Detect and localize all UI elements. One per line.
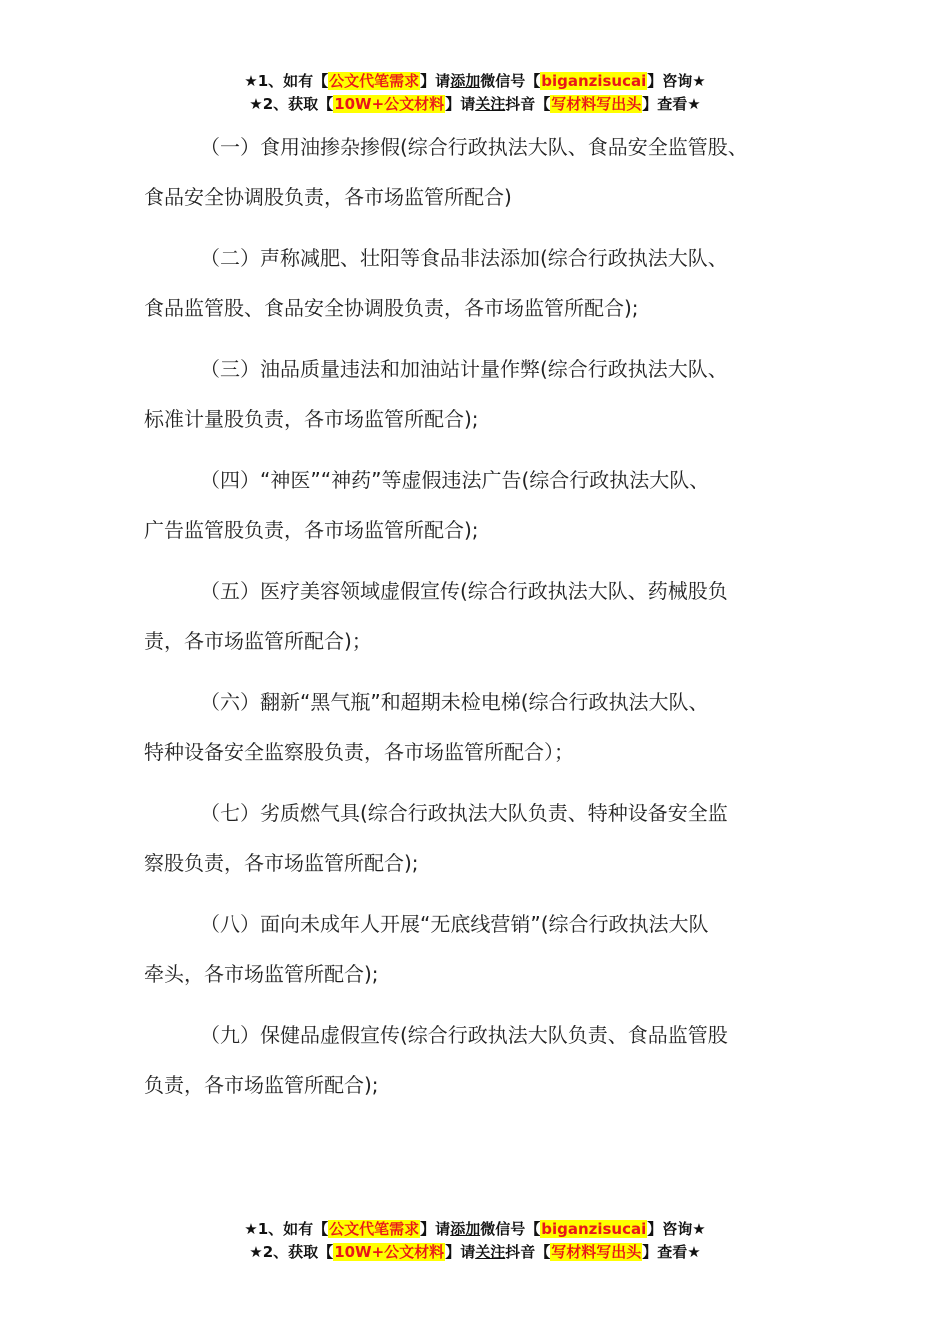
banner-highlight: 10W+公文材料 <box>334 95 445 113</box>
banner-underlined: 添加 <box>450 1220 481 1238</box>
document-body <box>144 122 804 1121</box>
banner-highlight: biganzisucai <box>541 1220 647 1238</box>
banner-highlight: 公文代笔需求 <box>329 1220 420 1238</box>
banner-text: ★1、如有【 <box>244 72 329 90</box>
banner-text: 】请 <box>420 72 451 90</box>
banner-underlined: 关注 <box>475 95 506 113</box>
banner-highlight: 写材料写出头 <box>551 95 642 113</box>
list-item-line: 特种设备安全监察股负责，各市场监管所配合）； <box>144 740 574 764</box>
banner-text: 】请 <box>445 1243 476 1261</box>
banner-text: 】请 <box>445 95 476 113</box>
list-item-line: （四）“神医”“神药”等虚假违法广告(综合行政执法大队、 <box>200 468 710 492</box>
banner-line-2 <box>0 1241 950 1264</box>
list-item <box>144 677 804 777</box>
list-item-line: （一）食用油掺杂掺假(综合行政执法大队、食品安全监管股、 <box>200 135 748 159</box>
list-item <box>144 566 804 666</box>
list-item-line: 食品安全协调股负责，各市场监管所配合) <box>144 185 512 209</box>
list-item <box>144 455 804 555</box>
banner-text: ★2、获取【 <box>249 95 334 113</box>
banner-line-2 <box>0 93 950 116</box>
banner-text: ★2、获取【 <box>249 1243 334 1261</box>
list-item <box>144 122 804 222</box>
banner-text: 】咨询★ <box>647 1220 706 1238</box>
list-item <box>144 788 804 888</box>
banner-highlight: biganzisucai <box>541 72 647 90</box>
banner-text: 抖音【 <box>505 95 551 113</box>
list-item <box>144 899 804 999</box>
banner-text: ★1、如有【 <box>244 1220 329 1238</box>
list-item-line: 察股负责，各市场监管所配合); <box>144 851 419 875</box>
list-item-line: （三）油品质量违法和加油站计量作弊(综合行政执法大队、 <box>200 357 728 381</box>
banner-line-1 <box>0 1218 950 1241</box>
header-banner-bottom <box>0 1218 950 1264</box>
banner-highlight: 公文代笔需求 <box>329 72 420 90</box>
list-item-line: 食品监管股、食品安全协调股负责，各市场监管所配合); <box>144 296 639 320</box>
list-item-line: （六）翻新“黑气瓶”和超期未检电梯(综合行政执法大队、 <box>200 690 709 714</box>
banner-text: 微信号【 <box>480 1220 541 1238</box>
list-item-line: 牵头，各市场监管所配合); <box>144 962 379 986</box>
banner-text: 抖音【 <box>505 1243 551 1261</box>
banner-highlight: 写材料写出头 <box>551 1243 642 1261</box>
list-item-line: 责，各市场监管所配合)； <box>144 629 372 653</box>
banner-highlight: 10W+公文材料 <box>334 1243 445 1261</box>
banner-text: 】查看★ <box>642 95 701 113</box>
list-item <box>144 233 804 333</box>
list-item-line: （五）医疗美容领域虚假宣传(综合行政执法大队、药械股负 <box>200 579 728 603</box>
list-item <box>144 1010 804 1110</box>
list-item-line: 广告监管股负责，各市场监管所配合); <box>144 518 479 542</box>
list-item-line: 标准计量股负责，各市场监管所配合); <box>144 407 479 431</box>
banner-line-1 <box>0 70 950 93</box>
list-item-line: （七）劣质燃气具(综合行政执法大队负责、特种设备安全监 <box>200 801 728 825</box>
list-item-line: 负责，各市场监管所配合); <box>144 1073 379 1097</box>
banner-text: 】查看★ <box>642 1243 701 1261</box>
banner-text: 微信号【 <box>480 72 541 90</box>
banner-text: 】咨询★ <box>647 72 706 90</box>
banner-underlined: 添加 <box>450 72 481 90</box>
header-banner-top <box>0 70 950 116</box>
banner-underlined: 关注 <box>475 1243 506 1261</box>
list-item-line: （二）声称减肥、壮阳等食品非法添加(综合行政执法大队、 <box>200 246 728 270</box>
list-item-line: （八）面向未成年人开展“无底线营销”(综合行政执法大队 <box>200 912 709 936</box>
banner-text: 】请 <box>420 1220 451 1238</box>
list-item <box>144 344 804 444</box>
list-item-line: （九）保健品虚假宣传(综合行政执法大队负责、食品监管股 <box>200 1023 728 1047</box>
